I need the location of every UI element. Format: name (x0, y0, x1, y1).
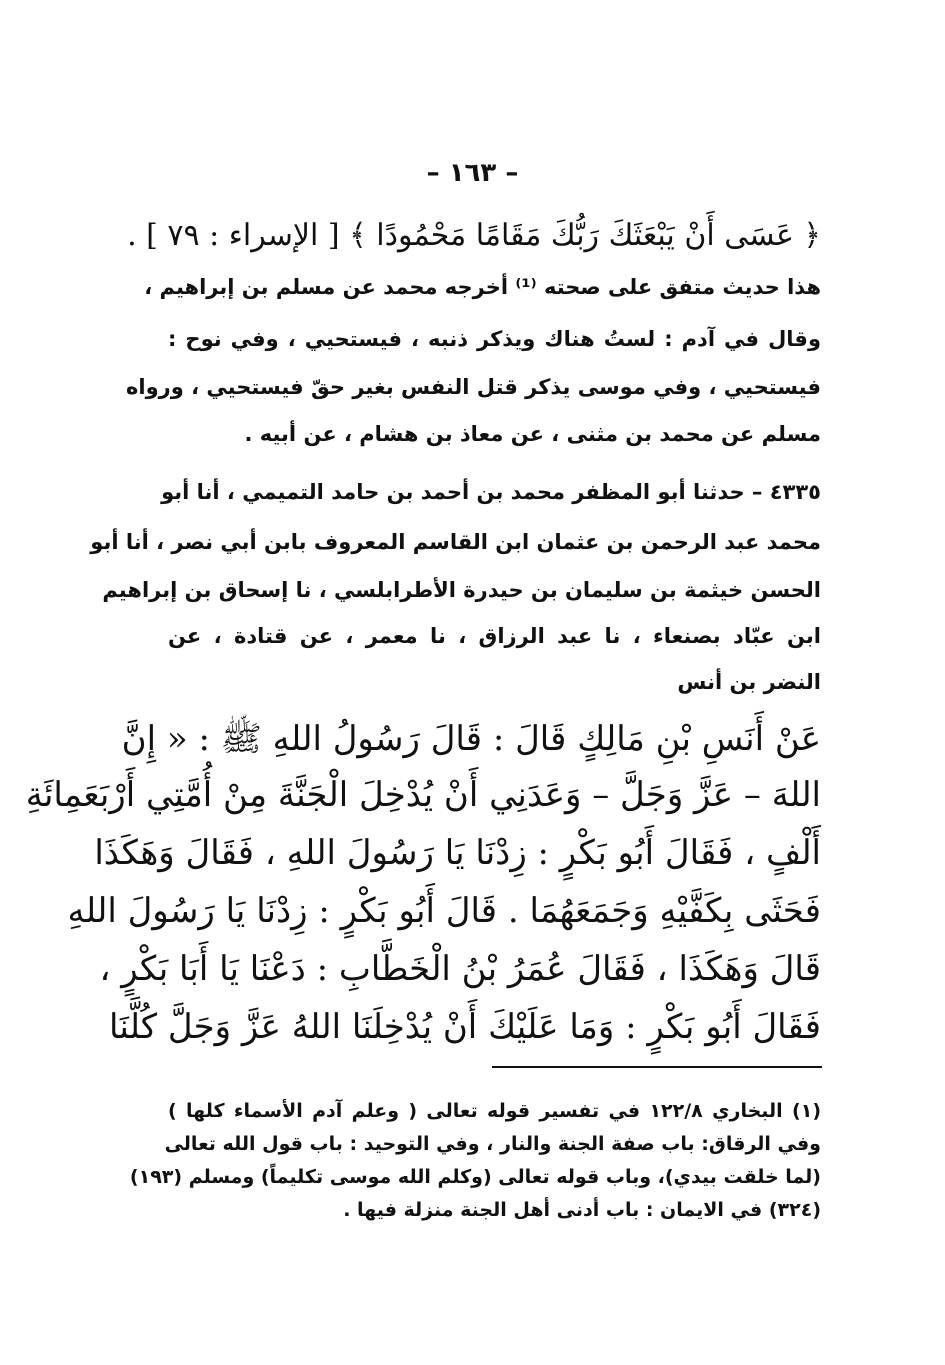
page-number: – ١٦٣ – (426, 158, 519, 188)
footnote-line: (٣٢٤) في الايمان : باب أدنى أهل الجنة منزلة فيها . (343, 1199, 821, 1221)
footnote-line: (١) البخاري ١٢٢/٨ في تفسير قوله تعالى ( وعلم آدم الأسماء كلها ) (168, 1100, 822, 1122)
hadith-line: قَالَ وَهَكَذَا ، فَقَالَ عُمَرُ بْنُ الْخَطَّابِ : دَعْنَا يَا أَبَا بَكْرٍ ، (99, 949, 821, 989)
hadith-line: عَنْ أَنَسِ بْنِ مَالِكٍ قَالَ : قَالَ رَسُولُ اللهِ ﷺ : « إِنَّ (121, 719, 821, 759)
commentary-line: فيستحيي ، وفي موسى يذكر قتل النفس بغير حقّ فيستحيي ، ورواه (126, 375, 821, 399)
footnote-line: وفي الرقاق: باب صفة الجنة والنار ، وفي التوحيد : باب قول الله تعالى (164, 1133, 821, 1155)
commentary-line: مسلم عن محمد بن مثنى ، عن معاذ بن هشام ، عن أبيه . (244, 422, 821, 446)
isnad-line: محمد عبد الرحمن بن عثمان ابن القاسم المعروف بابن أبي نصر ، أنا أبو (90, 530, 821, 554)
footnote-line: (لما خلقت بيدي)، وباب قوله تعالى (وكلم الله موسى تكليماً) ومسلم (١٩٣) (129, 1166, 821, 1188)
hadith-line: أَلْفٍ ، فَقَالَ أَبُو بَكْرٍ : زِدْنَا يَا رَسُولَ اللهِ ، فَقَالَ وَهَكَذَا (94, 833, 821, 873)
footnote-divider (492, 1066, 822, 1068)
hadith-line: فَقَالَ أَبُو بَكْرٍ : وَمَا عَلَيْكَ أَنْ يُدْخِلَنَا اللهُ عَزَّ وَجَلَّ كُلَّنَا (109, 1007, 821, 1047)
isnad-line: النضر بن أنس (677, 670, 821, 694)
hadith-line: فَحَثَى بِكَفَّيْهِ وَجَمَعَهُمَا . قَالَ أَبُو بَكْرٍ : زِدْنَا يَا رَسُولَ اللهِ (67, 891, 821, 931)
commentary-line: هذا حديث متفق على صحته ⁽¹⁾ أخرجه محمد عن مسلم بن إبراهيم ، (144, 275, 821, 299)
isnad-line: ٤٣٣٥ – حدثنا أبو المظفر محمد بن أحمد بن حامد التميمي ، أنا أبو (161, 480, 821, 504)
commentary-line: وقال في آدم : لستُ هناك ويذكر ذنبه ، فيستحيي ، وفي نوح : (168, 327, 821, 351)
isnad-line: ابن عبّاد بصنعاء ، نا عبد الرزاق ، نا معمر ، عن قتادة ، عن (168, 624, 821, 648)
quran-verse-line: ﴿ عَسَى أَنْ يَبْعَثَكَ رَبُّكَ مَقَامًا مَحْمُودًا ﴾ [ الإسراء : ٧٩ ] . (127, 218, 821, 253)
isnad-line: الحسن خيثمة بن سليمان بن حيدرة الأطرابلسي ، نا إسحاق بن إبراهيم (102, 578, 821, 602)
hadith-line: اللهَ – عَزَّ وَجَلَّ – وَعَدَنِي أَنْ يُدْخِلَ الْجَنَّةَ مِنْ أُمَّتِي أَرْبَعَمِائَةِ (25, 775, 821, 815)
